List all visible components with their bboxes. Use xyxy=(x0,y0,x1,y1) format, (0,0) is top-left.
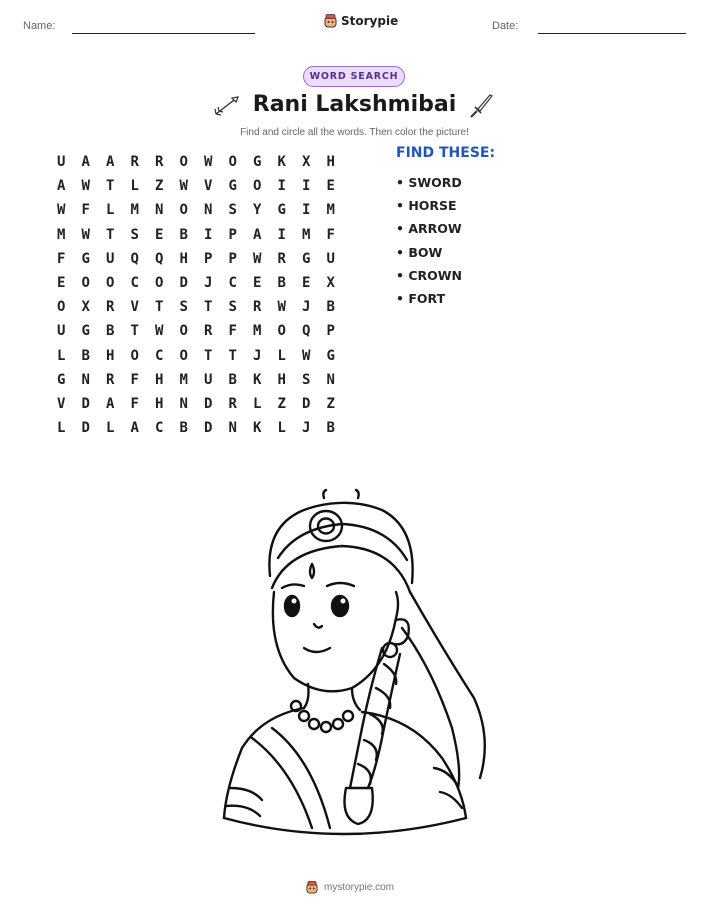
grid-letter[interactable]: F xyxy=(81,202,90,219)
grid-letter[interactable]: L xyxy=(57,420,66,437)
grid-letter[interactable]: K xyxy=(277,154,286,171)
grid-letter[interactable]: H xyxy=(106,347,115,364)
grid-letter[interactable]: W xyxy=(155,323,164,340)
grid-letter[interactable]: O xyxy=(130,347,139,364)
grid-letter[interactable]: F xyxy=(326,226,335,243)
grid-letter[interactable]: L xyxy=(57,347,66,364)
grid-letter[interactable]: B xyxy=(81,347,90,364)
grid-letter[interactable]: C xyxy=(130,275,139,292)
grid-letter[interactable]: S xyxy=(179,299,188,316)
grid-letter[interactable]: T xyxy=(155,299,164,316)
grid-letter[interactable]: L xyxy=(277,420,286,437)
footer xyxy=(306,881,394,894)
grid-letter[interactable]: G xyxy=(81,250,90,267)
grid-letter[interactable]: Y xyxy=(253,202,262,219)
grid-letter[interactable]: L xyxy=(277,347,286,364)
grid-letter[interactable]: W xyxy=(204,154,213,171)
grid-letter[interactable]: B xyxy=(106,323,115,340)
grid-letter[interactable]: G xyxy=(326,347,335,364)
instructions: Find and circle all the words. Then color the picture! xyxy=(240,127,469,138)
grid-letter[interactable]: E xyxy=(155,226,164,243)
grid-letter[interactable]: O xyxy=(57,299,66,316)
grid-letter[interactable]: A xyxy=(81,154,90,171)
letter-grid[interactable] xyxy=(49,150,343,440)
grid-letter[interactable]: P xyxy=(326,323,335,340)
grid-letter[interactable]: N xyxy=(204,202,213,219)
grid-letter[interactable]: W xyxy=(81,226,90,243)
find-these-heading: FIND THESE: xyxy=(396,145,496,161)
grid-letter[interactable]: B xyxy=(179,226,188,243)
grid-letter[interactable]: F xyxy=(130,395,139,412)
grid-row xyxy=(49,271,343,295)
grid-letter[interactable]: S xyxy=(302,371,311,388)
word-list-item: • BOW xyxy=(396,244,443,260)
grid-row xyxy=(49,319,343,343)
grid-letter[interactable]: B xyxy=(179,420,188,437)
grid-letter[interactable]: O xyxy=(277,323,286,340)
grid-letter[interactable]: R xyxy=(106,371,115,388)
grid-letter[interactable]: G xyxy=(302,250,311,267)
brand-name: Storypie xyxy=(341,14,399,28)
grid-letter[interactable]: H xyxy=(179,250,188,267)
grid-letter[interactable]: G xyxy=(228,178,237,195)
grid-letter[interactable]: Z xyxy=(326,395,335,412)
grid-letter[interactable]: T xyxy=(130,323,139,340)
grid-letter[interactable]: O xyxy=(179,323,188,340)
grid-letter[interactable]: O xyxy=(179,202,188,219)
grid-letter[interactable]: G xyxy=(81,323,90,340)
grid-letter[interactable]: X xyxy=(302,154,311,171)
grid-letter[interactable]: N xyxy=(155,202,164,219)
grid-letter[interactable]: B xyxy=(326,420,335,437)
grid-letter[interactable]: S xyxy=(228,299,237,316)
grid-letter[interactable]: D xyxy=(179,275,188,292)
grid-letter[interactable]: R xyxy=(130,154,139,171)
grid-letter[interactable]: A xyxy=(106,154,115,171)
grid-letter[interactable]: O xyxy=(253,178,262,195)
grid-letter[interactable]: O xyxy=(228,154,237,171)
grid-letter[interactable]: G xyxy=(57,371,66,388)
grid-letter[interactable]: J xyxy=(204,275,213,292)
word-list xyxy=(396,171,462,310)
brand-logo xyxy=(324,14,398,28)
name-label: Name: xyxy=(23,20,56,32)
grid-row xyxy=(49,174,343,198)
grid-letter[interactable]: U xyxy=(326,250,335,267)
grid-letter[interactable]: L xyxy=(130,178,139,195)
grid-letter[interactable]: W xyxy=(57,202,66,219)
grid-row xyxy=(49,150,343,174)
grid-letter[interactable]: P xyxy=(204,250,213,267)
grid-letter[interactable]: W xyxy=(277,299,286,316)
grid-letter[interactable]: W xyxy=(253,250,262,267)
grid-letter[interactable]: R xyxy=(228,395,237,412)
footer-url[interactable]: mystorypie.com xyxy=(324,882,395,893)
grid-letter[interactable]: R xyxy=(106,299,115,316)
grid-letter[interactable]: A xyxy=(106,395,115,412)
grid-letter[interactable]: Q xyxy=(155,250,164,267)
grid-letter[interactable]: N xyxy=(81,371,90,388)
grid-row xyxy=(49,223,343,247)
grid-letter[interactable]: T xyxy=(228,347,237,364)
name-line[interactable] xyxy=(72,33,255,34)
grid-letter[interactable]: S xyxy=(130,226,139,243)
grid-letter[interactable]: I xyxy=(302,202,311,219)
grid-letter[interactable]: M xyxy=(179,371,188,388)
date-line[interactable] xyxy=(538,33,686,34)
grid-letter[interactable]: R xyxy=(253,299,262,316)
grid-letter[interactable]: O xyxy=(179,347,188,364)
grid-letter[interactable]: R xyxy=(204,323,213,340)
word-list-item: • FORT xyxy=(396,291,446,307)
grid-letter[interactable]: Q xyxy=(302,323,311,340)
grid-letter[interactable]: V xyxy=(130,299,139,316)
grid-letter[interactable]: E xyxy=(57,275,66,292)
word-list-item: • CROWN xyxy=(396,267,463,283)
grid-letter[interactable]: K xyxy=(253,371,262,388)
grid-letter[interactable]: Z xyxy=(277,395,286,412)
grid-letter[interactable]: R xyxy=(155,154,164,171)
grid-letter[interactable]: L xyxy=(253,395,262,412)
grid-letter[interactable]: O xyxy=(81,275,90,292)
word-list-item: • ARROW xyxy=(396,221,462,237)
grid-letter[interactable]: R xyxy=(277,250,286,267)
grid-letter[interactable]: I xyxy=(277,178,286,195)
grid-letter[interactable]: I xyxy=(204,226,213,243)
grid-letter[interactable]: N xyxy=(326,371,335,388)
grid-letter[interactable]: Q xyxy=(130,250,139,267)
grid-letter[interactable]: D xyxy=(302,395,311,412)
grid-letter[interactable]: M xyxy=(302,226,311,243)
grid-letter[interactable]: A xyxy=(130,420,139,437)
grid-row xyxy=(49,198,343,222)
grid-letter[interactable]: C xyxy=(228,275,237,292)
grid-letter[interactable]: E xyxy=(326,178,335,195)
grid-letter[interactable]: K xyxy=(253,420,262,437)
grid-letter[interactable]: M xyxy=(326,202,335,219)
grid-letter[interactable]: T xyxy=(106,178,115,195)
grid-letter[interactable]: I xyxy=(277,226,286,243)
grid-letter[interactable]: H xyxy=(155,371,164,388)
grid-letter[interactable]: T xyxy=(106,226,115,243)
grid-letter[interactable]: G xyxy=(277,202,286,219)
storypie-mascot-icon xyxy=(324,14,337,28)
sword-icon xyxy=(466,92,494,120)
word-list-item: • HORSE xyxy=(396,198,457,214)
grid-letter[interactable]: D xyxy=(204,420,213,437)
grid-letter[interactable]: B xyxy=(277,275,286,292)
grid-letter[interactable]: H xyxy=(155,395,164,412)
grid-row xyxy=(49,247,343,271)
grid-letter[interactable]: W xyxy=(81,178,90,195)
grid-letter[interactable]: M xyxy=(130,202,139,219)
word-search-badge: WORD SEARCH xyxy=(303,66,405,87)
grid-letter[interactable]: G xyxy=(253,154,262,171)
grid-row xyxy=(49,295,343,319)
grid-letter[interactable]: H xyxy=(326,154,335,171)
grid-letter[interactable]: F xyxy=(228,323,237,340)
grid-row xyxy=(49,344,343,368)
grid-letter[interactable]: M xyxy=(57,226,66,243)
grid-letter[interactable]: T xyxy=(204,299,213,316)
grid-row xyxy=(49,416,343,440)
grid-letter[interactable]: A xyxy=(57,178,66,195)
grid-letter[interactable]: V xyxy=(57,395,66,412)
grid-letter[interactable]: V xyxy=(204,178,213,195)
grid-letter[interactable]: D xyxy=(81,420,90,437)
grid-letter[interactable]: M xyxy=(253,323,262,340)
grid-letter[interactable]: D xyxy=(81,395,90,412)
grid-letter[interactable]: J xyxy=(253,347,262,364)
grid-letter[interactable]: P xyxy=(228,226,237,243)
grid-letter[interactable]: O xyxy=(179,154,188,171)
grid-letter[interactable]: E xyxy=(253,275,262,292)
grid-letter[interactable]: I xyxy=(302,178,311,195)
grid-row xyxy=(49,392,343,416)
grid-letter[interactable]: J xyxy=(302,299,311,316)
grid-letter[interactable]: U xyxy=(204,371,213,388)
grid-letter[interactable]: Z xyxy=(155,178,164,195)
word-list-item: • SWORD xyxy=(396,175,462,191)
grid-letter[interactable]: O xyxy=(106,275,115,292)
grid-letter[interactable]: O xyxy=(155,275,164,292)
grid-letter[interactable]: H xyxy=(277,371,286,388)
grid-letter[interactable]: T xyxy=(204,347,213,364)
grid-letter[interactable]: W xyxy=(179,178,188,195)
grid-letter[interactable]: C xyxy=(155,420,164,437)
grid-letter[interactable]: A xyxy=(253,226,262,243)
grid-letter[interactable]: B xyxy=(326,299,335,316)
grid-letter[interactable]: W xyxy=(302,347,311,364)
grid-letter[interactable]: U xyxy=(57,154,66,171)
grid-letter[interactable]: D xyxy=(204,395,213,412)
grid-letter[interactable]: S xyxy=(228,202,237,219)
grid-letter[interactable]: C xyxy=(155,347,164,364)
grid-letter[interactable]: N xyxy=(179,395,188,412)
grid-letter[interactable]: X xyxy=(326,275,335,292)
grid-letter[interactable]: U xyxy=(57,323,66,340)
grid-row xyxy=(49,368,343,392)
rani-lakshmibai-illustration[interactable] xyxy=(212,488,494,836)
grid-letter[interactable]: L xyxy=(106,202,115,219)
grid-letter[interactable]: P xyxy=(228,250,237,267)
grid-letter[interactable]: X xyxy=(81,299,90,316)
grid-letter[interactable]: N xyxy=(228,420,237,437)
grid-letter[interactable]: L xyxy=(106,420,115,437)
grid-letter[interactable]: F xyxy=(57,250,66,267)
grid-letter[interactable]: E xyxy=(302,275,311,292)
grid-letter[interactable]: F xyxy=(130,371,139,388)
date-label: Date: xyxy=(492,20,519,32)
grid-letter[interactable]: J xyxy=(302,420,311,437)
storypie-mascot-icon xyxy=(306,881,318,894)
grid-letter[interactable]: B xyxy=(228,371,237,388)
grid-letter[interactable]: U xyxy=(106,250,115,267)
page-title: Rani Lakshmibai xyxy=(252,92,457,117)
